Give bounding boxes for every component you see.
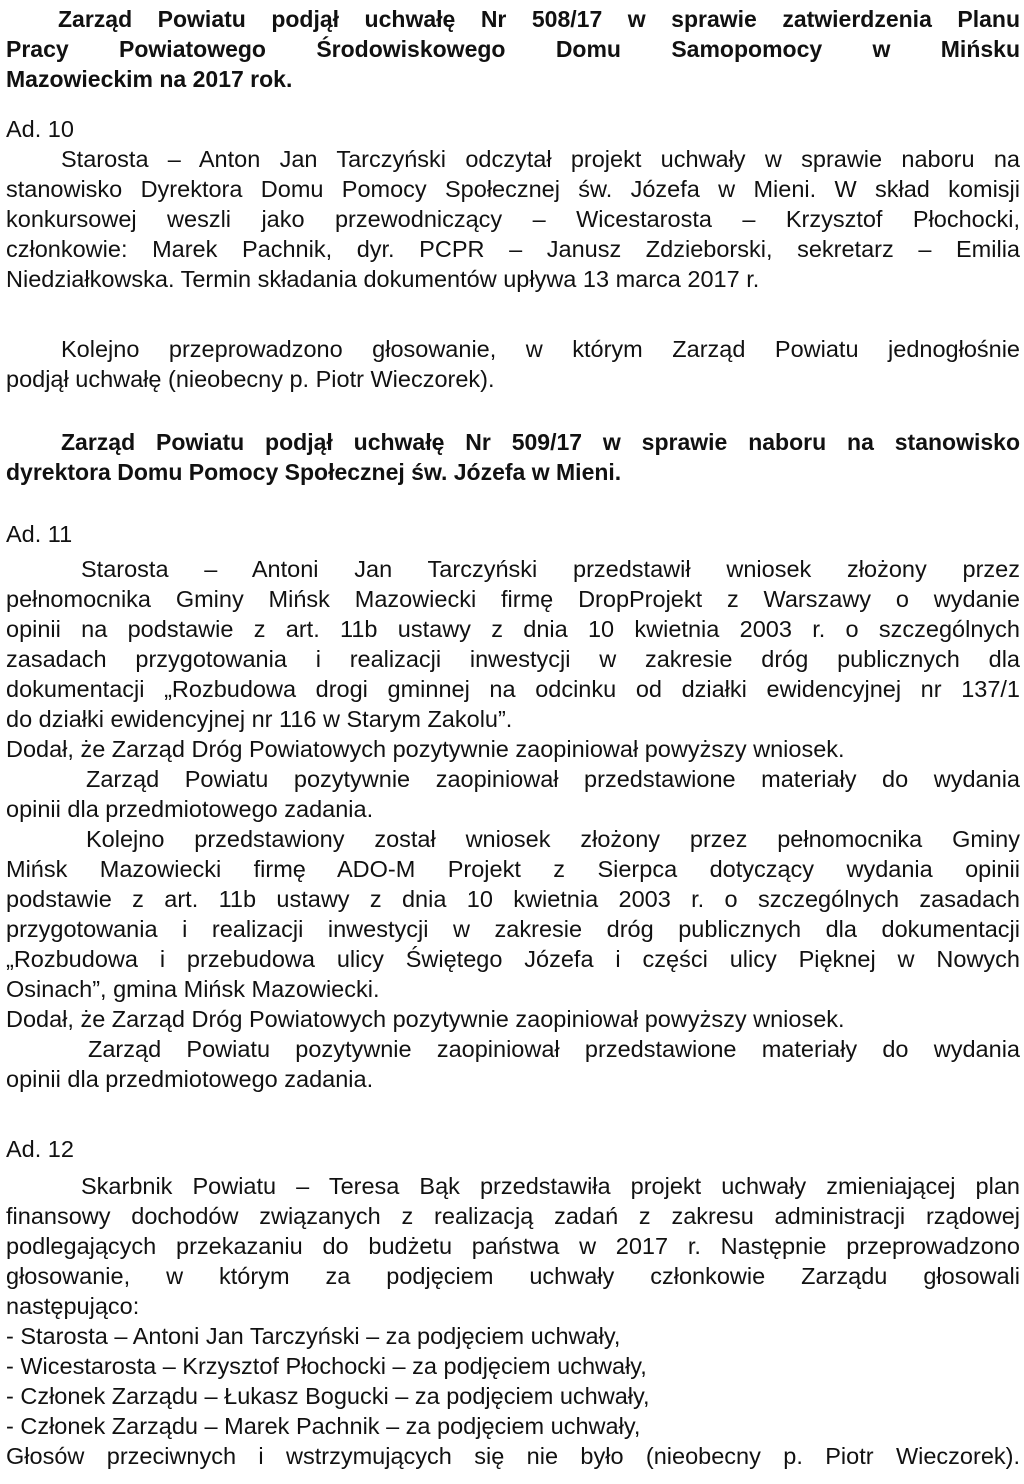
p5-line-18: opinii dla przedmiotowego zadania. <box>6 1066 374 1092</box>
p4-line-2: dyrektora Domu Pomocy Społecznej św. Józefa w Mieni. <box>6 459 622 485</box>
p5-line-5: dokumentacji „Rozbudowa drogi gminnej na odcinku od działki ewidencyjnej nr 137/1 <box>6 676 1020 702</box>
p6-line-9: - Członek Zarządu – Marek Pachnik – za podjęciem uchwały, <box>6 1413 641 1439</box>
p2-line-2: stanowisko Dyrektora Domu Pomocy Społecznej św. Józefa w Mieni. W skład komisji <box>6 176 1020 202</box>
ad12-heading-line-1: Ad. 12 <box>6 1136 74 1162</box>
p2-line-1: Starosta – Anton Jan Tarczyński odczytał projekt uchwały w sprawie naboru na <box>61 146 1020 172</box>
p1-line-2: Pracy Powiatowego Środowiskowego Domu Samopomocy w Mińsku <box>6 36 1020 62</box>
p5-line-15: Osinach”, gmina Mińsk Mazowiecki. <box>6 976 380 1002</box>
p5-line-10: Kolejno przedstawiony został wniosek złożony przez pełnomocnika Gminy <box>86 826 1020 852</box>
p6-line-1: Skarbnik Powiatu – Teresa Bąk przedstawiła projekt uchwały zmieniającej plan <box>81 1173 1020 1199</box>
p6-line-4: głosowanie, w którym za podjęciem uchwały członkowie Zarządu głosowali <box>6 1263 1020 1289</box>
p6-line-3: podlegających przekazaniu do budżetu państwa w 2017 r. Następnie przeprowadzono <box>6 1233 1020 1259</box>
p5-line-1: Starosta – Antoni Jan Tarczyński przedstawił wniosek złożony przez <box>81 556 1020 582</box>
p5-line-12: podstawie z art. 11b ustawy z dnia 10 kwietnia 2003 r. o szczególnych zasadach <box>6 886 1020 912</box>
p5-line-16: Dodał, że Zarząd Dróg Powiatowych pozytywnie zaopiniował powyższy wniosek. <box>6 1006 845 1032</box>
p1-line-3: Mazowieckim na 2017 rok. <box>6 66 293 92</box>
p4-line-1: Zarząd Powiatu podjął uchwałę Nr 509/17 w sprawie naboru na stanowisko <box>61 429 1020 455</box>
p5-line-2: pełnomocnika Gminy Mińsk Mazowiecki firmę DropProjekt z Warszawy o wydanie <box>6 586 1020 612</box>
p2-line-3: konkursowej weszli jako przewodniczący – Wicestarosta – Krzysztof Płochocki, <box>6 206 1020 232</box>
p2-line-5: Niedziałkowska. Termin składania dokumentów upływa 13 marca 2017 r. <box>6 266 760 292</box>
p5-line-9: opinii dla przedmiotowego zadania. <box>6 796 374 822</box>
p5-line-7: Dodał, że Zarząd Dróg Powiatowych pozytywnie zaopiniował powyższy wniosek. <box>6 736 845 762</box>
p1-line-1: Zarząd Powiatu podjął uchwałę Nr 508/17 w sprawie zatwierdzenia Planu <box>58 6 1020 32</box>
p5-line-8: Zarząd Powiatu pozytywnie zaopiniował przedstawione materiały do wydania <box>86 766 1020 792</box>
p6-line-2: finansowy dochodów związanych z realizacją zadań z zakresu administracji rządowej <box>6 1203 1020 1229</box>
p6-line-7: - Wicestarosta – Krzysztof Płochocki – za podjęciem uchwały, <box>6 1353 647 1379</box>
ad11-heading-line-1: Ad. 11 <box>6 521 73 547</box>
p5-line-11: Mińsk Mazowiecki firmę ADO-M Projekt z Sierpca dotyczący wydania opinii <box>6 856 1020 882</box>
p6-line-6: - Starosta – Antoni Jan Tarczyński – za podjęciem uchwały, <box>6 1323 621 1349</box>
p2-line-4: członkowie: Marek Pachnik, dyr. PCPR – Janusz Zdzieborski, sekretarz – Emilia <box>6 236 1020 262</box>
p5-line-14: „Rozbudowa i przebudowa ulicy Świętego Józefa i części ulicy Pięknej w Nowych <box>6 946 1020 972</box>
p5-line-17: Zarząd Powiatu pozytywnie zaopiniował przedstawione materiały do wydania <box>88 1036 1020 1062</box>
p5-line-3: opinii na podstawie z art. 11b ustawy z dnia 10 kwietnia 2003 r. o szczególnych <box>6 616 1020 642</box>
p3-line-1: Kolejno przeprowadzono głosowanie, w którym Zarząd Powiatu jednogłośnie <box>61 336 1020 362</box>
p6-line-8: - Członek Zarządu – Łukasz Bogucki – za podjęciem uchwały, <box>6 1383 650 1409</box>
p5-line-4: zasadach przygotowania i realizacji inwestycji w zakresie dróg publicznych dla <box>6 646 1020 672</box>
ad10-heading-line-1: Ad. 10 <box>6 116 74 142</box>
p6-line-5: następująco: <box>6 1293 140 1319</box>
p3-line-2: podjął uchwałę (nieobecny p. Piotr Wieczorek). <box>6 366 495 392</box>
p5-line-6: do działki ewidencyjnej nr 116 w Starym Zakolu”. <box>6 706 513 732</box>
p5-line-13: przygotowania i realizacji inwestycji w zakresie dróg publicznych dla dokumentacji <box>6 916 1020 942</box>
p6-line-10: Głosów przeciwnych i wstrzymujących się nie było (nieobecny p. Piotr Wieczorek). <box>6 1443 1020 1469</box>
